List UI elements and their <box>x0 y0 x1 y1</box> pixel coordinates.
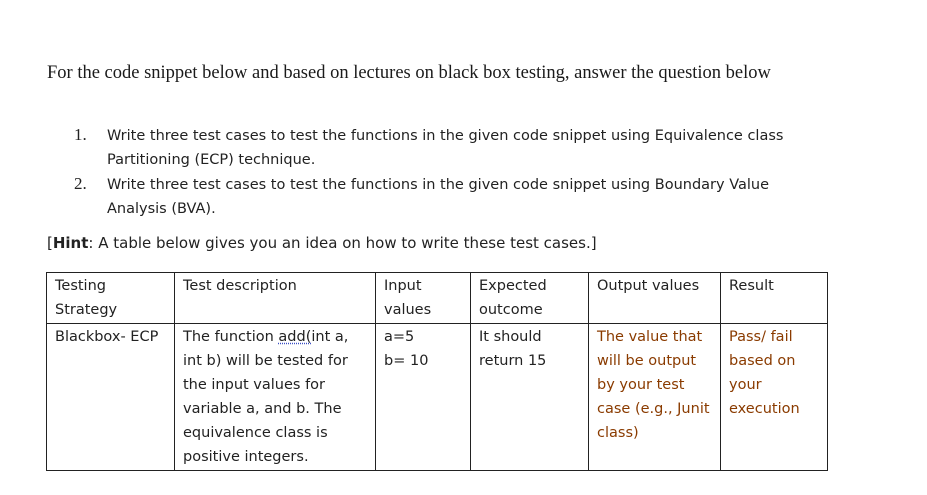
desc-text-rest: int a, int b) will be tested for the input values for variable a, and b. The equivalence class is positive integers. <box>183 329 349 465</box>
list-item <box>72 173 832 221</box>
list-number: 2. <box>74 174 87 193</box>
table-row <box>47 324 828 471</box>
header-result: Result <box>721 273 828 324</box>
hint-label: Hint <box>52 234 89 252</box>
list-item-text: Write three test cases to test the functions in the given code snippet using Equivalence class Partitioning (ECP) technique. <box>107 128 784 168</box>
header-test-description: Test description <box>175 273 376 324</box>
test-case-table <box>46 272 828 471</box>
cell-input: a=5 b= 10 <box>376 324 471 471</box>
cell-description <box>175 324 376 471</box>
list-item <box>72 124 832 172</box>
hint-text: : A table below gives you an idea on how to write these test cases.] <box>88 234 597 252</box>
desc-text: The function <box>183 329 279 345</box>
header-input-values: Input values <box>376 273 471 324</box>
cell-output: The value that will be output by your test case (e.g., Junit class) <box>589 324 721 471</box>
header-testing-strategy: Testing Strategy <box>47 273 175 324</box>
header-expected-outcome: Expected outcome <box>471 273 589 324</box>
intro-paragraph: For the code snippet below and based on lectures on black box testing, answer the question below <box>47 63 771 83</box>
list-item-text: Write three test cases to test the functions in the given code snippet using Boundary Value Analysis (BVA). <box>107 177 770 217</box>
desc-underlined: add( <box>278 329 312 345</box>
header-output-values: Output values <box>589 273 721 324</box>
question-list <box>72 124 832 222</box>
cell-strategy: Blackbox- ECP <box>47 324 175 471</box>
hint-bracket: [ <box>47 234 53 252</box>
cell-result: Pass/ fail based on your execution <box>721 324 828 471</box>
cell-expected: It should return 15 <box>471 324 589 471</box>
table-header-row <box>47 273 828 324</box>
list-number: 1. <box>74 125 87 144</box>
hint-line <box>47 234 597 252</box>
